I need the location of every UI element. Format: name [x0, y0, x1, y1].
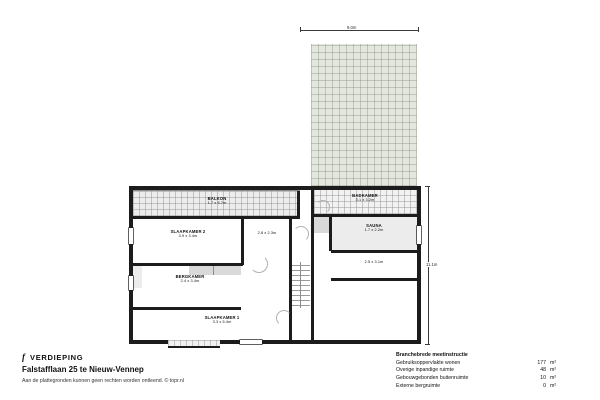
- measurement-value: 10: [540, 375, 546, 382]
- room-label-bergkamer: BERGKAMER 2.4 x 3.4m: [175, 274, 205, 284]
- measurement-unit: m²: [550, 359, 557, 366]
- dimension-line-top: [300, 30, 418, 31]
- measurement-unit: m²: [550, 382, 557, 389]
- window-right-1: [417, 226, 421, 244]
- measurement-unit: m²: [550, 367, 557, 374]
- footer-left: [22, 352, 184, 384]
- wardrobe-block: [133, 266, 142, 288]
- window-bottom-1: [240, 340, 262, 344]
- door-arc-bedroom1: [276, 310, 292, 326]
- interior-wall-sauna-left: [329, 217, 332, 251]
- dimension-label-right: 11.1m: [426, 262, 438, 267]
- landing-block: [314, 217, 329, 233]
- measurement-value: 177: [537, 359, 546, 366]
- measurement-panel: [396, 352, 586, 391]
- measurement-row: [396, 367, 586, 375]
- page-title: Falstafflaan 25 te Nieuw-Vennep: [22, 365, 144, 374]
- room-label-balkon: BALKON 1.7 x 5.7m: [207, 196, 227, 206]
- title-row: [22, 352, 184, 362]
- measurement-label: Gebruiksoppervlakte wonen: [396, 359, 461, 366]
- measurement-unit: m²: [550, 375, 557, 382]
- room-label-badkamer: BADKAMER 3.1 x 3.2m: [352, 193, 378, 203]
- room-label-sauna: SAUNA 1.7 x 2.2m: [364, 223, 384, 233]
- balcony-railing: [133, 190, 300, 191]
- measurement-label: Overige inpandige ruimte: [396, 367, 454, 374]
- room-label-middle-upper: 2.8 x 2.3m: [257, 231, 277, 235]
- window-left-2: [129, 276, 133, 290]
- measurement-title: Branchebrede meetinstructie: [396, 352, 468, 358]
- disclaimer-text: Aan de plattegronden kunnen geen rechten worden ontleend. © topr.nl: [22, 378, 184, 384]
- room-middle-upper: [243, 219, 291, 259]
- closet-block: [189, 266, 241, 275]
- room-slaapkamer-2: [133, 219, 243, 263]
- window-left-1: [129, 228, 133, 244]
- dimension-tick: [418, 27, 419, 32]
- room-label-slaapkamer-2: SLAAPKAMER 2 3.9 x 3.4m: [170, 229, 206, 239]
- closet-divider: [213, 266, 214, 275]
- staircase: [292, 262, 310, 308]
- sauna-floor: [331, 217, 417, 251]
- measurement-row: [396, 360, 586, 368]
- door-arc-hall: [293, 226, 309, 242]
- door-arc-bedroom2: [250, 255, 268, 273]
- brand-logo-icon: f: [22, 352, 25, 362]
- measurement-value: 0: [543, 382, 546, 389]
- exterior-wall-right: [417, 186, 421, 344]
- room-label-slaapkamer-1: SLAAPKAMER 1 3.3 x 5.4m: [204, 315, 240, 325]
- room-lower-right: [331, 253, 417, 281]
- footer: [0, 348, 600, 400]
- dimension-tick: [425, 344, 430, 345]
- roof-terrace-area: [311, 44, 417, 186]
- dimension-tick: [425, 186, 430, 187]
- measurement-row: [396, 375, 586, 383]
- dimension-label-top: 9.0m: [347, 25, 357, 30]
- measurement-value: 48: [540, 367, 546, 374]
- dimension-tick: [300, 27, 301, 32]
- measurement-label: Gebouwgebonden buitenruimte: [396, 375, 469, 382]
- stair-rail: [300, 262, 301, 308]
- interior-wall-lower-right-bottom: [331, 278, 417, 281]
- measurement-label: Externe bergruimte: [396, 382, 441, 389]
- interior-wall-middle-upper-left: [241, 219, 244, 265]
- interior-wall-hall-right: [311, 190, 314, 344]
- room-label-lower-right: 2.5 x 3.1m: [364, 260, 384, 264]
- interior-wall-balcony-right: [297, 190, 300, 219]
- floor-title: VERDIEPING: [30, 353, 84, 362]
- door-arc-badkamer: [316, 200, 330, 214]
- measurement-row: [396, 383, 586, 391]
